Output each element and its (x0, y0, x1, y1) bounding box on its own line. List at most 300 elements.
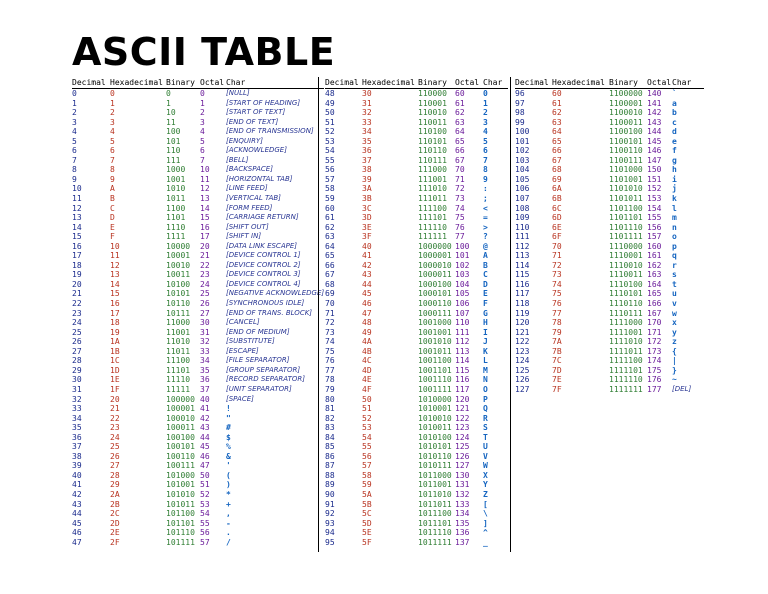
char-cell: [GROUP SEPARATOR] (226, 365, 301, 374)
binary-cell: 1100 (166, 203, 186, 213)
binary-cell: 11010 (166, 337, 191, 347)
binary-cell: 1001011 (418, 346, 452, 356)
octal-cell: 34 (200, 356, 210, 366)
decimal-cell: 82 (325, 413, 335, 423)
header-row (515, 77, 704, 89)
decimal-cell: 13 (72, 213, 82, 223)
table-row (72, 213, 324, 223)
char-cell: [END OF TRANS. BLOCK] (226, 308, 313, 317)
table-row (72, 89, 324, 99)
decimal-cell: 34 (72, 413, 82, 423)
ascii-section-96-127 (515, 77, 704, 395)
table-row (325, 242, 508, 252)
hex-cell: C (110, 203, 115, 213)
binary-cell: 1100000 (609, 89, 643, 98)
binary-cell: 1010011 (418, 423, 452, 433)
decimal-cell: 123 (515, 346, 530, 356)
octal-cell: 62 (455, 108, 465, 118)
char-cell: I (483, 327, 488, 337)
char-cell: [DEVICE CONTROL 3] (226, 270, 301, 279)
octal-cell: 103 (455, 270, 470, 280)
binary-cell: 1011110 (418, 528, 452, 538)
decimal-cell: 26 (72, 337, 82, 347)
octal-cell: 146 (647, 146, 662, 156)
hex-cell: 44 (362, 279, 372, 289)
binary-cell: 111111 (418, 232, 447, 242)
table-row (325, 204, 508, 214)
octal-cell: 32 (200, 337, 210, 347)
octal-cell: 65 (455, 136, 465, 146)
decimal-cell: 37 (72, 442, 82, 452)
decimal-cell: 70 (325, 299, 335, 309)
decimal-cell: 65 (325, 251, 335, 261)
char-cell: * (226, 489, 231, 499)
decimal-cell: 105 (515, 174, 530, 184)
hex-cell: 4 (110, 127, 115, 137)
char-cell: ] (483, 518, 488, 528)
octal-cell: 120 (455, 394, 470, 404)
char-cell: [BACKSPACE] (226, 165, 273, 174)
binary-cell: 1 (166, 98, 171, 108)
binary-cell: 111100 (418, 203, 447, 213)
octal-cell: 116 (455, 375, 470, 385)
binary-cell: 100101 (166, 442, 195, 452)
hex-cell: 73 (552, 270, 562, 280)
char-cell: 0 (483, 89, 488, 98)
table-row (515, 242, 704, 252)
binary-cell: 10100 (166, 279, 191, 289)
decimal-cell: 67 (325, 270, 335, 280)
char-cell: g (672, 155, 677, 165)
decimal-cell: 71 (325, 308, 335, 318)
binary-cell: 110001 (418, 98, 447, 108)
binary-cell: 11011 (166, 346, 191, 356)
decimal-cell: 77 (325, 365, 335, 375)
binary-cell: 1100011 (609, 117, 643, 127)
hex-cell: 2A (110, 489, 120, 499)
hex-cell: 1B (110, 346, 120, 356)
hex-cell: 1F (110, 384, 120, 394)
hex-cell: 66 (552, 146, 562, 156)
char-cell: [BELL] (226, 155, 249, 164)
octal-cell: 24 (200, 279, 210, 289)
hex-cell: 7D (552, 365, 562, 375)
table-row (72, 108, 324, 118)
binary-cell: 101000 (166, 470, 195, 480)
octal-cell: 163 (647, 270, 662, 280)
binary-cell: 1111 (166, 232, 186, 242)
decimal-cell: 113 (515, 251, 530, 261)
binary-cell: 101011 (166, 499, 195, 509)
char-cell: ' (226, 461, 231, 471)
char-cell: U (483, 442, 488, 452)
octal-cell: 57 (200, 537, 210, 547)
decimal-cell: 59 (325, 194, 335, 204)
hex-cell: 7F (552, 384, 562, 394)
octal-cell: 13 (200, 194, 210, 204)
octal-cell: 70 (455, 165, 465, 175)
binary-cell: 1110111 (609, 308, 643, 318)
binary-cell: 1101000 (609, 165, 643, 175)
hex-cell: 25 (110, 442, 120, 452)
decimal-cell: 76 (325, 356, 335, 366)
octal-cell: 76 (455, 222, 465, 232)
octal-cell: 10 (200, 165, 210, 175)
table-row (72, 194, 324, 204)
binary-cell: 11111 (166, 384, 191, 394)
char-cell: [DEVICE CONTROL 2] (226, 260, 301, 269)
char-cell: 3 (483, 117, 488, 127)
hex-cell: 3 (110, 117, 115, 127)
hex-cell: 27 (110, 461, 120, 471)
decimal-cell: 40 (72, 470, 82, 480)
table-row (515, 356, 704, 366)
table-row (72, 127, 324, 137)
table-row (325, 347, 508, 357)
char-cell: [FORM FEED] (226, 203, 273, 212)
table-row (325, 280, 508, 290)
octal-cell: 124 (455, 432, 470, 442)
hex-cell: 21 (110, 404, 120, 414)
hex-cell: 2E (110, 528, 120, 538)
table-row (72, 270, 324, 280)
hex-cell: 77 (552, 308, 562, 318)
decimal-cell: 115 (515, 270, 530, 280)
octal-cell: 17 (200, 232, 210, 242)
binary-cell: 111110 (418, 222, 447, 232)
char-cell: [ACKNOWLEDGE] (226, 146, 287, 155)
table-row (325, 461, 508, 471)
char-cell: O (483, 384, 488, 394)
hex-cell: 7E (552, 375, 562, 385)
char-cell: e (672, 136, 677, 146)
decimal-cell: 88 (325, 470, 335, 480)
hex-cell: 31 (362, 98, 372, 108)
ascii-section-0-47 (72, 77, 324, 547)
table-row (72, 452, 324, 462)
decimal-cell: 5 (72, 136, 77, 146)
octal-cell: 36 (200, 375, 210, 385)
table-row (515, 223, 704, 233)
octal-cell: 147 (647, 155, 662, 165)
binary-cell: 1011 (166, 194, 186, 204)
binary-cell: 1111001 (609, 327, 643, 337)
decimal-cell: 75 (325, 346, 335, 356)
binary-cell: 111010 (418, 184, 447, 194)
char-cell: y (672, 327, 677, 337)
table-row (515, 328, 704, 338)
binary-cell: 1001100 (418, 356, 452, 366)
char-cell: L (483, 356, 488, 366)
decimal-cell: 90 (325, 489, 335, 499)
decimal-cell: 86 (325, 451, 335, 461)
octal-cell: 145 (647, 136, 662, 146)
binary-cell: 1000101 (418, 289, 452, 299)
octal-cell: 177 (647, 384, 662, 394)
table-row (325, 194, 508, 204)
char-cell: / (226, 537, 231, 547)
char-cell: k (672, 194, 677, 204)
octal-cell: 106 (455, 299, 470, 309)
decimal-cell: 49 (325, 98, 335, 108)
binary-cell: 1010110 (418, 451, 452, 461)
hex-cell: 70 (552, 241, 562, 251)
decimal-cell: 118 (515, 299, 530, 309)
binary-cell: 1101110 (609, 222, 643, 232)
decimal-cell: 25 (72, 327, 82, 337)
table-row (515, 194, 704, 204)
table-row (515, 347, 704, 357)
octal-cell: 133 (455, 499, 470, 509)
decimal-cell: 39 (72, 461, 82, 471)
octal-cell: 174 (647, 356, 662, 366)
hex-cell: 3D (362, 213, 372, 223)
binary-cell: 1000110 (418, 299, 452, 309)
octal-cell: 140 (647, 89, 662, 98)
header-octal: Octal (200, 78, 225, 87)
octal-cell: 35 (200, 365, 210, 375)
hex-cell: 51 (362, 404, 372, 414)
table-row (325, 184, 508, 194)
char-cell: 6 (483, 146, 488, 156)
octal-cell: 0 (200, 89, 205, 98)
octal-cell: 6 (200, 146, 205, 156)
decimal-cell: 61 (325, 213, 335, 223)
octal-cell: 110 (455, 318, 470, 328)
hex-cell: 7C (552, 356, 562, 366)
binary-cell: 1110010 (609, 260, 643, 270)
char-cell: # (226, 423, 231, 433)
decimal-cell: 78 (325, 375, 335, 385)
table-row (72, 366, 324, 376)
octal-cell: 43 (200, 423, 210, 433)
decimal-cell: 79 (325, 384, 335, 394)
char-cell: T (483, 432, 488, 442)
decimal-cell: 107 (515, 194, 530, 204)
hex-cell: 38 (362, 165, 372, 175)
char-cell: [ENQUIRY] (226, 136, 263, 145)
table-row (72, 251, 324, 261)
octal-cell: 105 (455, 289, 470, 299)
table-row (72, 461, 324, 471)
hex-cell: 28 (110, 470, 120, 480)
octal-cell: 137 (455, 537, 470, 547)
hex-cell: 6C (552, 203, 562, 213)
hex-cell: 7B (552, 346, 562, 356)
octal-cell: 166 (647, 299, 662, 309)
octal-cell: 12 (200, 184, 210, 194)
binary-cell: 110110 (418, 146, 447, 156)
hex-cell: F (110, 232, 115, 242)
decimal-cell: 74 (325, 337, 335, 347)
char-cell: [SYNCHRONOUS IDLE] (226, 299, 305, 308)
binary-cell: 1010010 (418, 413, 452, 423)
char-cell: [END OF TRANSMISSION] (226, 127, 314, 136)
binary-cell: 1110011 (609, 270, 643, 280)
char-cell: l (672, 203, 677, 213)
binary-cell: 101001 (166, 480, 195, 490)
table-row (72, 356, 324, 366)
decimal-cell: 109 (515, 213, 530, 223)
char-cell: . (226, 528, 231, 538)
hex-cell: 43 (362, 270, 372, 280)
octal-cell: 162 (647, 260, 662, 270)
octal-cell: 45 (200, 442, 210, 452)
decimal-cell: 16 (72, 241, 82, 251)
decimal-cell: 60 (325, 203, 335, 213)
table-row (515, 309, 704, 319)
char-cell: D (483, 279, 488, 289)
header-binary: Binary (166, 77, 200, 89)
octal-cell: 71 (455, 174, 465, 184)
hex-cell: 35 (362, 136, 372, 146)
hex-cell: 14 (110, 279, 120, 289)
octal-cell: 21 (200, 251, 210, 261)
table-row (325, 89, 508, 99)
table-row (72, 442, 324, 452)
column-divider (318, 77, 319, 552)
octal-cell: 173 (647, 346, 662, 356)
binary-cell: 11100 (166, 356, 191, 366)
hex-cell: 4B (362, 346, 372, 356)
hex-cell: 37 (362, 155, 372, 165)
char-cell: [DEL] (672, 384, 692, 393)
decimal-cell: 9 (72, 174, 77, 184)
table-row (325, 270, 508, 280)
hex-cell: 57 (362, 461, 372, 471)
binary-cell: 110010 (418, 108, 447, 118)
octal-cell: 115 (455, 365, 470, 375)
decimal-cell: 110 (515, 222, 530, 232)
hex-cell: 52 (362, 413, 372, 423)
table-row (72, 337, 324, 347)
binary-cell: 1000011 (418, 270, 452, 280)
decimal-cell: 43 (72, 499, 82, 509)
hex-cell: 32 (362, 108, 372, 118)
header-octal: Octal (455, 77, 483, 89)
hex-cell: 7A (552, 337, 562, 347)
binary-cell: 1100010 (609, 108, 643, 118)
table-row (72, 509, 324, 519)
table-row (515, 156, 704, 166)
table-row (72, 309, 324, 319)
table-row (515, 232, 704, 242)
binary-cell: 10011 (166, 270, 191, 280)
binary-cell: 0 (166, 89, 171, 98)
char-cell: t (672, 279, 677, 289)
decimal-cell: 56 (325, 165, 335, 175)
decimal-cell: 112 (515, 241, 530, 251)
header-binary: Binary (418, 77, 455, 89)
table-row (72, 137, 324, 147)
char-cell: > (483, 222, 488, 232)
table-row (72, 289, 324, 299)
char-cell: < (483, 203, 488, 213)
octal-cell: 172 (647, 337, 662, 347)
table-row (325, 118, 508, 128)
char-cell: [SHIFT OUT] (226, 222, 269, 231)
octal-cell: 73 (455, 194, 465, 204)
hex-cell: 68 (552, 165, 562, 175)
binary-cell: 110000 (418, 89, 447, 98)
binary-cell: 1010000 (418, 394, 452, 404)
table-row (325, 232, 508, 242)
decimal-cell: 4 (72, 127, 77, 137)
table-row (325, 490, 508, 500)
decimal-cell: 54 (325, 146, 335, 156)
binary-cell: 11001 (166, 327, 191, 337)
char-cell: S (483, 423, 488, 433)
binary-cell: 10000 (166, 241, 191, 251)
table-row (72, 375, 324, 385)
hex-cell: 5A (362, 489, 372, 499)
char-cell: { (672, 346, 677, 356)
decimal-cell: 51 (325, 117, 335, 127)
octal-cell: 136 (455, 528, 470, 538)
octal-cell: 150 (647, 165, 662, 175)
binary-cell: 1000100 (418, 279, 452, 289)
hex-cell: 50 (362, 394, 372, 404)
char-cell: x (672, 318, 677, 328)
octal-cell: 117 (455, 384, 470, 394)
octal-cell: 142 (647, 108, 662, 118)
binary-cell: 1101001 (609, 174, 643, 184)
table-row (325, 146, 508, 156)
table-row (515, 89, 704, 99)
octal-cell: 107 (455, 308, 470, 318)
octal-cell: 55 (200, 518, 210, 528)
hex-cell: 79 (552, 327, 562, 337)
decimal-cell: 64 (325, 241, 335, 251)
table-row (325, 156, 508, 166)
table-row (325, 299, 508, 309)
char-cell: P (483, 394, 488, 404)
hex-cell: 5B (362, 499, 372, 509)
hex-cell: 2B (110, 499, 120, 509)
table-row (325, 309, 508, 319)
hex-cell: 2 (110, 108, 115, 118)
octal-cell: 2 (200, 108, 205, 118)
table-row (515, 261, 704, 271)
octal-cell: 74 (455, 203, 465, 213)
table-row (515, 108, 704, 118)
decimal-cell: 103 (515, 155, 530, 165)
hex-cell: 64 (552, 127, 562, 137)
table-row (325, 452, 508, 462)
hex-cell: 6 (110, 146, 115, 156)
char-cell: [START OF TEXT] (226, 108, 286, 117)
hex-cell: 72 (552, 260, 562, 270)
decimal-cell: 100 (515, 127, 530, 137)
table-row (515, 184, 704, 194)
hex-cell: 4E (362, 375, 372, 385)
decimal-cell: 11 (72, 194, 82, 204)
table-row (515, 251, 704, 261)
octal-cell: 4 (200, 127, 205, 137)
char-cell: s (672, 270, 677, 280)
header-char: Char (483, 77, 508, 89)
hex-cell: 62 (552, 108, 562, 118)
char-cell: ? (483, 232, 488, 242)
char-cell: H (483, 318, 488, 328)
header-binary: Binary (609, 77, 647, 89)
decimal-cell: 27 (72, 346, 82, 356)
char-cell: i (672, 174, 677, 184)
octal-cell: 122 (455, 413, 470, 423)
header-octal: Octal (647, 78, 672, 87)
ascii-table-0-47 (72, 77, 324, 547)
octal-cell: 125 (455, 442, 470, 452)
